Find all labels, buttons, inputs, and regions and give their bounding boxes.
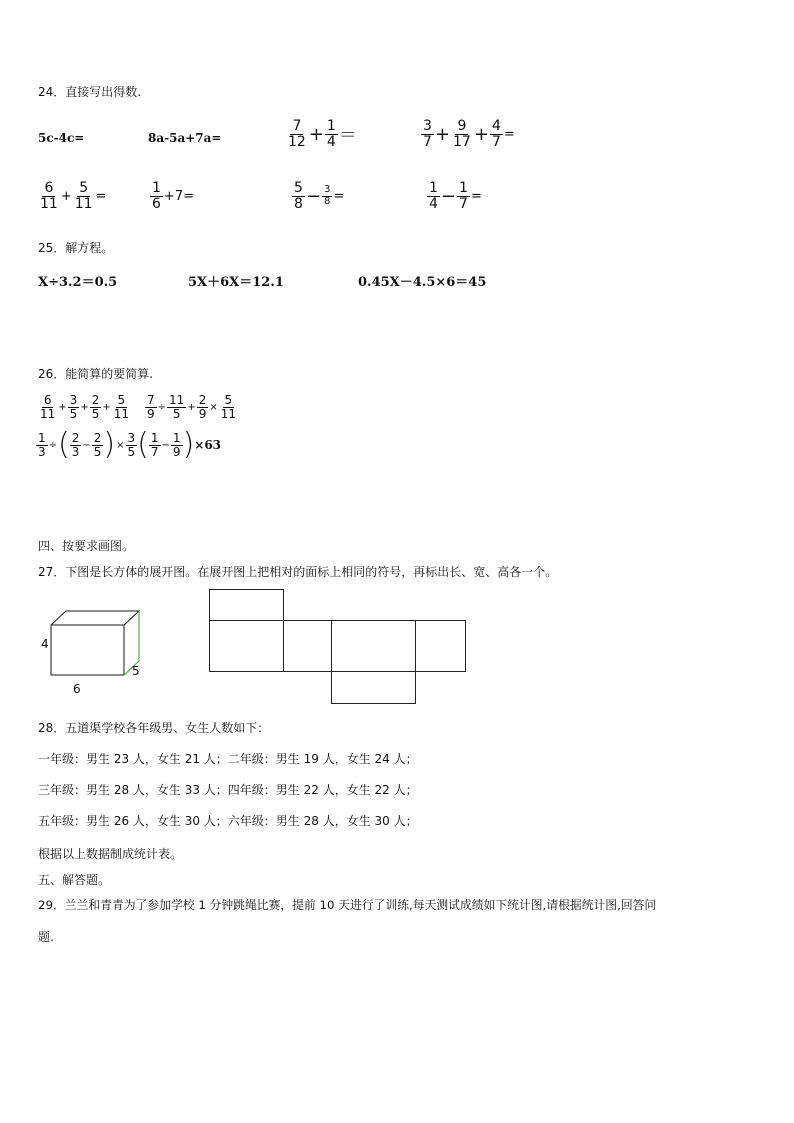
cuboid-length-label: 6: [73, 682, 81, 696]
fraction: $\frac{2}{3}$: [71, 430, 80, 459]
fraction: $\frac{1}{4}$: [326, 118, 336, 150]
fraction: $\frac{3}{5}$: [127, 430, 136, 459]
cuboid-height-label: 4: [41, 637, 49, 651]
fraction: $\frac{1}{3}$: [38, 430, 46, 459]
fraction: $\frac{4}{7}$: [491, 118, 501, 150]
q24-expr-3: $\frac{7}{12}$ + $\frac{1}{4}$ ＝: [288, 118, 357, 150]
q29-line-1: 29．兰兰和青青为了参加学校 1 分钟跳绳比赛，提前 10 天进行了训练,每天测试成绩如下统计图,请根据统计图,回答问: [38, 898, 657, 912]
fraction: $\frac{7}{12}$: [288, 118, 306, 150]
q25-equation-1: X÷3.2＝0.5: [38, 275, 118, 290]
fraction: $\frac{6}{11}$: [40, 180, 58, 212]
q24-expr-2: 8a-5a+7a=: [148, 131, 222, 145]
q28-line-2: 三年级：男生 28 人，女生 33 人；四年级：男生 22 人，女生 22 人；: [38, 783, 418, 797]
q24-expr-7: $\frac{5}{8}$ − $\frac{3}{8}$ =: [294, 180, 345, 212]
fraction: $\frac{3}{8}$: [324, 184, 331, 207]
net-face-1: [209, 620, 284, 672]
fraction: $\frac{1}{4}$: [429, 180, 438, 212]
fraction: $\frac{2}{9}$: [198, 393, 207, 421]
q26-expr-3: $\frac{1}{3}$ ÷ ( $\frac{2}{3}$ − $\frac{2}{5}$ ) × $\frac{3}{5}$ ( $\frac{1}{7}$ − $\frac{1}{9}$ ) ×63: [38, 427, 222, 462]
q26-expr-2: $\frac{7}{9}$ ÷ $\frac{11}{5}$ + $\frac{2}{9}$ × $\frac{5}{11}$: [147, 393, 237, 421]
right-paren: ): [103, 427, 116, 462]
q25-equation-3: 0.45X－4.5×6＝45: [358, 275, 487, 290]
fraction: $\frac{6}{11}$: [40, 393, 56, 421]
fraction: $\frac{5}{11}$: [113, 393, 130, 421]
fraction: $\frac{2}{5}$: [93, 430, 102, 459]
fraction: $\frac{5}{11}$: [74, 180, 93, 212]
fraction: $\frac{1}{6}$: [152, 180, 161, 212]
cuboid-width-label: 5: [132, 664, 140, 678]
cuboid-front-face: [51, 625, 124, 675]
q24-expr-5: $\frac{6}{11}$ + $\frac{5}{11}$ =: [40, 180, 107, 212]
fraction: $\frac{3}{5}$: [69, 393, 78, 421]
fraction: $\frac{5}{8}$: [294, 180, 303, 212]
q24-expr-1: 5c-4c=: [38, 131, 85, 145]
q28-line-1: 一年级：男生 23 人，女生 21 人；二年级：男生 19 人，女生 24 人；: [38, 752, 418, 766]
left-paren: (: [58, 427, 70, 462]
cuboid-top-face: [51, 611, 139, 625]
q25-equation-2: 5X＋6X＝12.1: [188, 275, 284, 290]
net-face-bottom: [331, 671, 416, 704]
q28-line-3: 五年级：男生 26 人，女生 30 人；六年级：男生 28 人，女生 30 人；: [38, 814, 418, 828]
q24-expr-6: $\frac{1}{6}$ +7=: [152, 180, 194, 212]
q25-title: 25．解方程。: [38, 241, 114, 255]
q24-title: 24．直接写出得数.: [38, 85, 142, 99]
q28-title: 28．五道渠学校各年级男、女生人数如下：: [38, 721, 270, 735]
q24-expr-4: $\frac{3}{7}$ + $\frac{9}{17}$ + $\frac{4}{7}$ =: [423, 118, 515, 150]
section-5-title: 五、解答题。: [38, 873, 111, 887]
section-4-title: 四、按要求画图。: [38, 539, 135, 553]
fraction: $\frac{11}{5}$: [169, 393, 185, 421]
fraction: $\frac{2}{5}$: [91, 393, 100, 421]
fraction: $\frac{5}{11}$: [220, 393, 237, 421]
fraction: $\frac{9}{17}$: [453, 118, 471, 150]
q24-expr-8: $\frac{1}{4}$ − $\frac{1}{7}$ =: [429, 180, 482, 212]
fraction: $\frac{1}{7}$: [459, 180, 468, 212]
left-paren: (: [137, 427, 149, 462]
fraction: $\frac{1}{7}$: [150, 430, 159, 459]
q29-line-2: 题.: [38, 930, 54, 944]
q26-expr-1: $\frac{6}{11}$ + $\frac{3}{5}$ + $\frac{2}{5}$ + $\frac{5}{11}$: [40, 393, 130, 421]
net-face-3: [331, 620, 416, 672]
q26-title: 26．能简算的要简算.: [38, 367, 154, 381]
fraction: $\frac{7}{9}$: [147, 393, 155, 421]
q27-title: 27．下图是长方体的展开图。在展开图上把相对的面标上相同的符号，再标出长、宽、高各一个。: [38, 565, 558, 579]
fraction: $\frac{3}{7}$: [423, 118, 432, 150]
net-face-2: [283, 620, 332, 672]
q28-line-4: 根据以上数据制成统计表。: [38, 847, 183, 861]
net-face-4: [415, 620, 466, 672]
right-paren: ): [182, 427, 195, 462]
fraction: $\frac{1}{9}$: [172, 430, 181, 459]
net-face-top: [209, 589, 284, 621]
